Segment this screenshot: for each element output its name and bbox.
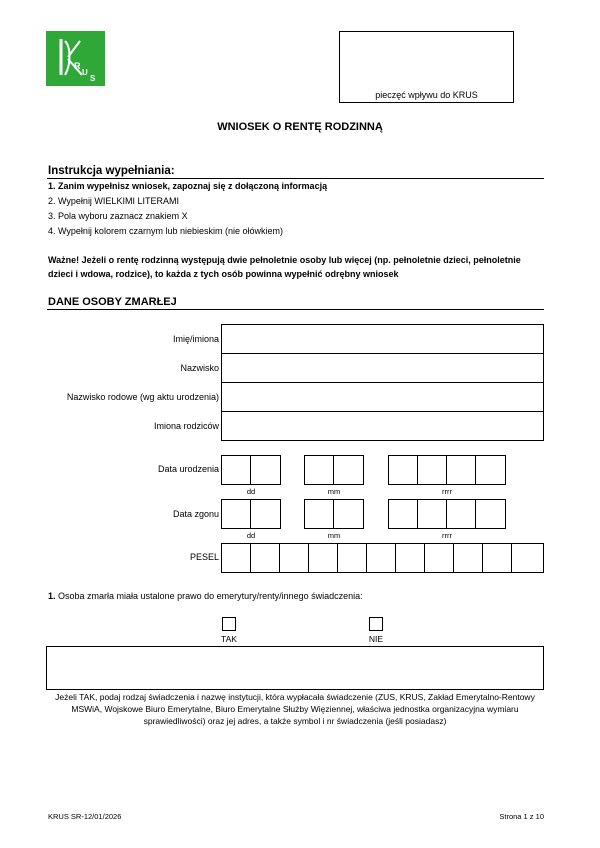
receipt-stamp-box bbox=[339, 31, 514, 103]
parents-names-input[interactable] bbox=[222, 412, 543, 440]
pesel-label: PESEL bbox=[189, 552, 219, 562]
krus-logo-mark bbox=[46, 31, 105, 86]
first-names-label: Imię/imiona bbox=[172, 334, 219, 344]
death-day-boxes[interactable] bbox=[221, 499, 281, 529]
stamp-label: pieczęć wpływu do KRUS bbox=[375, 90, 478, 100]
birth-year-boxes[interactable] bbox=[388, 455, 506, 485]
surname-label: Nazwisko bbox=[180, 363, 219, 373]
birth-date-label: Data urodzenia bbox=[157, 464, 219, 474]
question-1-text: Osoba zmarła miała ustalone prawo do emerytury/renty/innego świadczenia: bbox=[55, 591, 363, 601]
svg-text:U: U bbox=[82, 68, 88, 77]
yes-label: TAK bbox=[221, 634, 237, 644]
instruction-item-2: 2. Wypełnij WIELKIMI LITERAMI bbox=[48, 196, 179, 206]
birth-dd-hint: dd bbox=[246, 487, 256, 496]
instruction-item-1: 1. Zanim wypełnisz wniosek, zapoznaj się z dołączoną informacją bbox=[48, 181, 328, 191]
svg-text:R: R bbox=[74, 61, 81, 71]
instructions-heading: Instrukcja wypełniania: bbox=[48, 165, 175, 177]
parents-names-label: Imiona rodziców bbox=[153, 421, 219, 431]
death-date-label: Data zgonu bbox=[172, 509, 219, 519]
instruction-item-4: 4. Wypełnij kolorem czarnym lub niebieskim (nie ołówkiem) bbox=[48, 226, 283, 236]
section-rule bbox=[47, 309, 544, 310]
svg-text:S: S bbox=[90, 74, 96, 83]
section-heading: DANE OSOBY ZMARŁEJ bbox=[48, 296, 177, 308]
form-title: WNIOSEK O RENTĘ RODZINNĄ bbox=[217, 121, 383, 133]
benefit-details-explanation: Jeżeli TAK, podaj rodzaj świadczenia i nazwę instytucji, która wypłacała świadczenie (ZUS, KRUS, Zakład Emerytalno-Rentowy MSWiA, Wojskowe Biuro Emerytalne, Biuro Emerytalne Służby Więziennej, właściwa jednostka organizacyjna wymiaru sprawiedliwości) oraz jej adres, a także symbol i nr świadczenia (jeśli posiadasz) bbox=[55, 692, 535, 726]
page-number: Strona 1 z 10 bbox=[499, 812, 544, 821]
death-mm-hint: mm bbox=[327, 531, 341, 540]
death-dd-hint: dd bbox=[246, 531, 256, 540]
birth-yyyy-hint: rrrr bbox=[442, 487, 452, 496]
birth-surname-input[interactable] bbox=[222, 383, 543, 412]
krus-logo bbox=[46, 31, 105, 86]
death-year-boxes[interactable] bbox=[388, 499, 506, 529]
question-1-number: 1. bbox=[48, 591, 56, 601]
instruction-item-3: 3. Pola wyboru zaznacz znakiem X bbox=[48, 211, 188, 221]
death-yyyy-hint: rrrr bbox=[442, 531, 452, 540]
instructions-rule bbox=[47, 178, 544, 179]
benefit-details-input[interactable] bbox=[46, 646, 544, 690]
first-names-input[interactable] bbox=[222, 325, 543, 354]
no-checkbox[interactable] bbox=[369, 617, 383, 631]
yes-checkbox[interactable] bbox=[222, 617, 236, 631]
death-month-boxes[interactable] bbox=[304, 499, 364, 529]
deceased-name-fields bbox=[221, 324, 544, 441]
birth-day-boxes[interactable] bbox=[221, 455, 281, 485]
question-1 bbox=[48, 591, 363, 601]
pesel-boxes[interactable] bbox=[221, 543, 544, 573]
birth-surname-label: Nazwisko rodowe (wg aktu urodzenia) bbox=[66, 392, 219, 402]
no-label: NIE bbox=[368, 634, 384, 644]
form-code: KRUS SR-12/01/2026 bbox=[48, 812, 122, 821]
birth-mm-hint: mm bbox=[327, 487, 341, 496]
birth-month-boxes[interactable] bbox=[304, 455, 364, 485]
surname-input[interactable] bbox=[222, 354, 543, 383]
important-note: Ważne! Jeżeli o rentę rodzinną występują dwie pełnoletnie osoby lub więcej (np. pełnoletnie dzieci, pełnoletnie dzieci i wdowa, rodzice), to każda z tych osób powinna wypełnić odrębny wniosek bbox=[48, 255, 521, 279]
